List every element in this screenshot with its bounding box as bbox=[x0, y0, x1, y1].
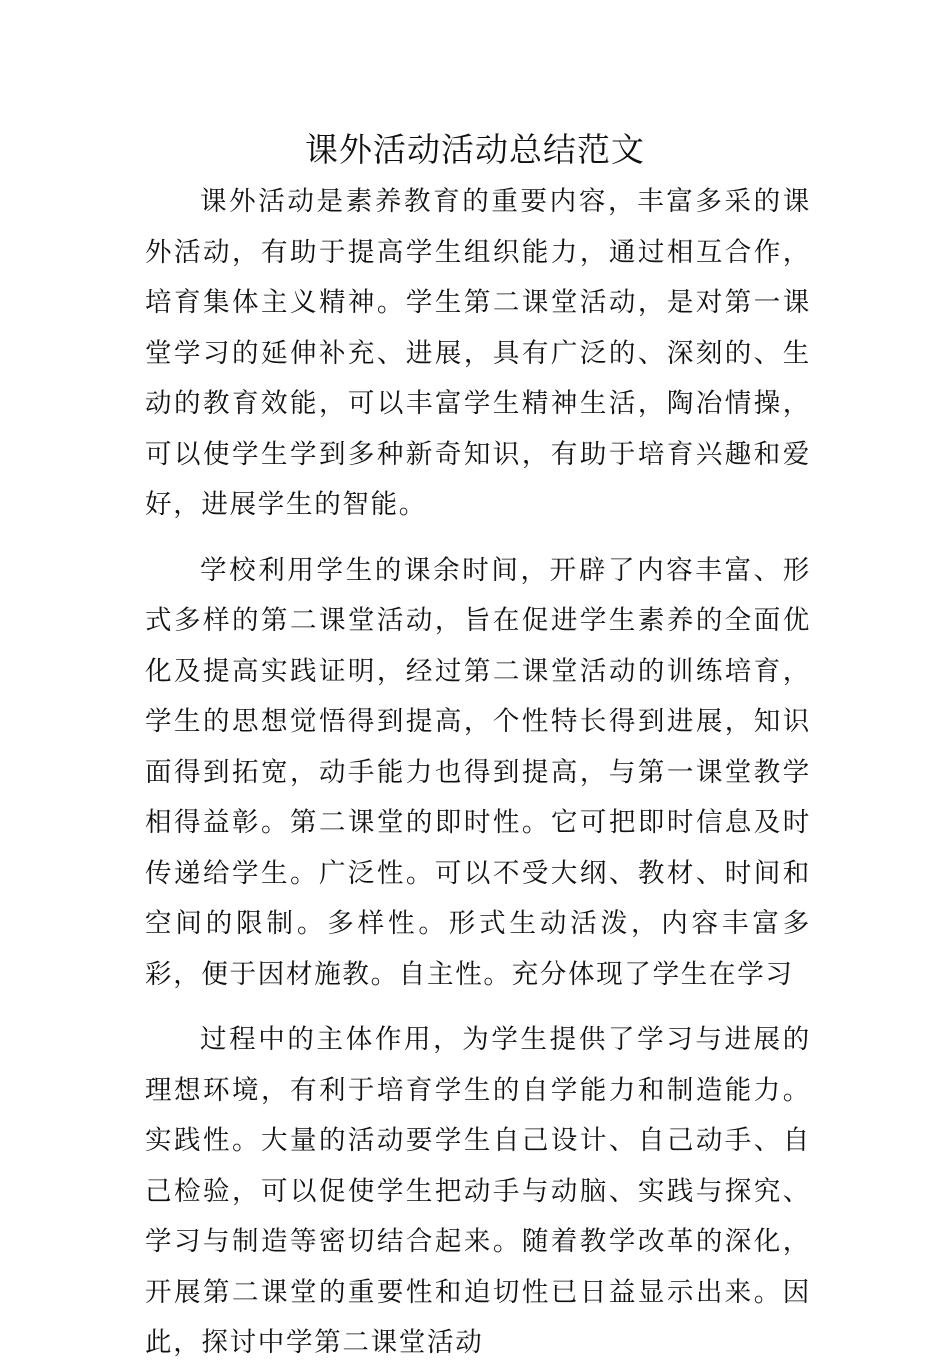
paragraph-3: 过程中的主体作用，为学生提供了学习与进展的理想环境，有利于培育学生的自学能力和制造能力。实践性。大量的活动要学生自己设计、自己动手、自己检验，可以促使学生把动手与动脑、实践与探究、学习与制造等密切结合起来。随着教学改革的深化，开展第二课堂的重要性和迫切性已日益显示出来。因此，探讨中学第二课堂活动 bbox=[145, 1024, 811, 1358]
document-title: 课外活动活动总结范文 bbox=[305, 130, 645, 169]
paragraph-2: 学校利用学生的课余时间，开辟了内容丰富、形式多样的第二课堂活动，旨在促进学生素养的全面优化及提高实践证明，经过第二课堂活动的训练培育，学生的思想觉悟得到提高，个性特长得到进展，知识面得到拓宽，动手能力也得到提高，与第一课堂教学相得益彰。第二课堂的即时性。它可把即时信息及时传递给学生。广泛性。可以不受大纲、教材、时间和空间的限制。多样性。形式生动活泼，内容丰富多彩，便于因材施教。自主性。充分体现了学生在学习 bbox=[145, 554, 811, 990]
paragraph-1: 课外活动是素养教育的重要内容，丰富多采的课外活动，有助于提高学生组织能力，通过相互合作，培育集体主义精神。学生第二课堂活动，是对第一课堂学习的延伸补充、进展，具有广泛的、深刻的、生动的教育效能，可以丰富学生精神生活，陶冶情操，可以使学生学到多种新奇知识，有助于培育兴趣和爱好，进展学生的智能。 bbox=[145, 186, 811, 520]
document-body bbox=[145, 177, 811, 1369]
